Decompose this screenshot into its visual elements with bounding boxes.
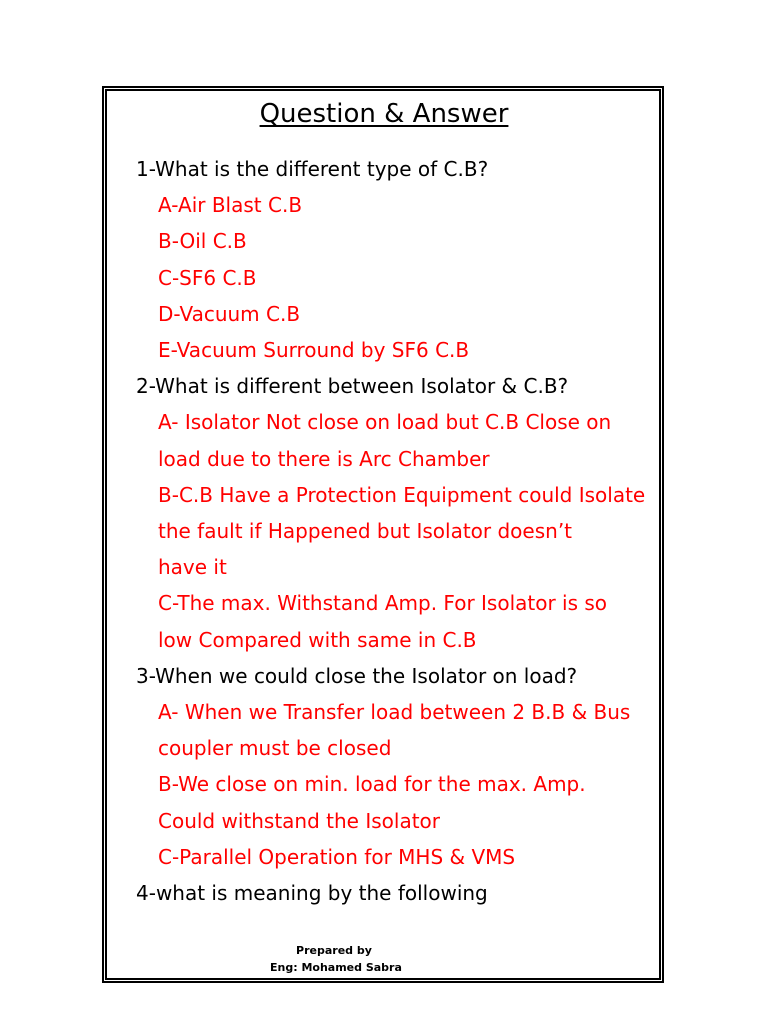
answer-line: C-Parallel Operation for MHS & VMS [158,844,516,869]
prepared-by-label: Prepared by [296,944,372,957]
answer [136,477,666,586]
answer-line: D-Vacuum C.B [158,301,301,326]
answer-line: load due to there is Arc Chamber [158,446,490,471]
answer-line: C-SF6 C.B [158,265,257,290]
page-title: Question & Answer [259,99,509,129]
answer [136,260,666,296]
answer-line: B-C.B Have a Protection Equipment could Isolate [158,482,646,507]
answer [136,585,666,657]
answer [136,332,666,368]
answer-line: low Compared with same in C.B [158,627,477,652]
answer-line: coupler must be closed [158,736,392,761]
answer-line: B-Oil C.B [158,229,247,254]
answer-line: have it [158,555,227,580]
answer-line: A- When we Transfer load between 2 B.B & Bus [158,700,631,725]
answer [136,404,666,476]
answer [136,839,666,875]
answer-line: Could withstand the Isolator [158,808,441,833]
answer-line: C-The max. Withstand Amp. For Isolator is so [158,591,608,616]
answer [136,223,666,259]
answer [136,694,666,766]
answer [136,296,666,332]
question: 2-What is different between Isolator & C.B? [136,374,569,399]
answer [136,187,666,223]
question: 1-What is the different type of C.B? [136,157,489,181]
qa-list [136,151,666,911]
answer-line: A- Isolator Not close on load but C.B Close on [158,410,612,435]
question: 4-what is meaning by the following [136,881,488,906]
answer-line: A-Air Blast C.B [158,193,303,218]
author-name: Eng: Mohamed Sabra [270,961,402,974]
footer [270,942,402,976]
answer [136,766,666,838]
answer-line: the fault if Happened but Isolator doesn’t [158,519,573,544]
answer-line: E-Vacuum Surround by SF6 C.B [158,338,470,363]
answer-line: B-We close on min. load for the max. Amp. [158,772,586,797]
question: 3-When we could close the Isolator on load? [136,663,578,688]
